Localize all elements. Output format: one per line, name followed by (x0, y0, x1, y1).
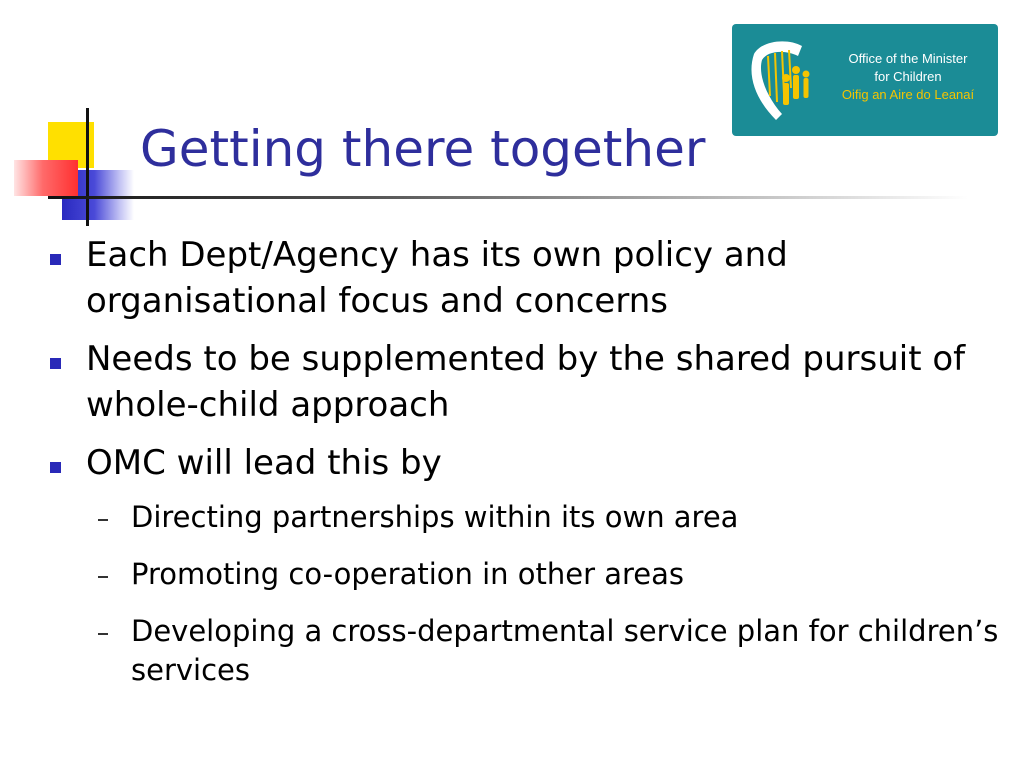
logo-text (824, 50, 992, 104)
bullet-item (46, 232, 1006, 324)
omc-logo (732, 24, 998, 136)
sub-bullet-item (46, 498, 1006, 537)
title-underline (48, 196, 968, 199)
sub-bullet-text: Directing partnerships within its own area (131, 500, 739, 534)
dash-bullet-icon (98, 633, 108, 635)
logo-line-irish: Oifig an Aire do Leanaí (841, 87, 975, 102)
bullet-text: Needs to be supplemented by the shared pursuit of whole-child approach (86, 339, 966, 425)
square-bullet-icon (50, 358, 61, 369)
square-bullet-icon (50, 254, 61, 265)
bullet-text: Each Dept/Agency has its own policy and organisational focus and concerns (86, 235, 788, 321)
bullet-list (46, 232, 1006, 708)
decor-vertical-line (86, 108, 89, 226)
dash-bullet-icon (98, 519, 108, 521)
logo-line-children: for Children (874, 69, 942, 84)
bullet-item (46, 440, 1006, 486)
decor-red-block (14, 160, 78, 196)
bullet-item (46, 336, 1006, 428)
harp-with-children-icon (740, 34, 820, 126)
dash-bullet-icon (98, 576, 108, 578)
logo-line-office: Office of the Minister (848, 51, 968, 66)
sub-bullet-text: Promoting co-operation in other areas (131, 557, 685, 591)
slide-title: Getting there together (140, 120, 706, 178)
bullet-text: OMC will lead this by (86, 443, 442, 483)
sub-bullet-item (46, 555, 1006, 594)
square-bullet-icon (50, 462, 61, 473)
sub-bullet-item (46, 612, 1006, 690)
sub-bullet-text: Developing a cross-departmental service plan for children’s services (131, 614, 999, 687)
